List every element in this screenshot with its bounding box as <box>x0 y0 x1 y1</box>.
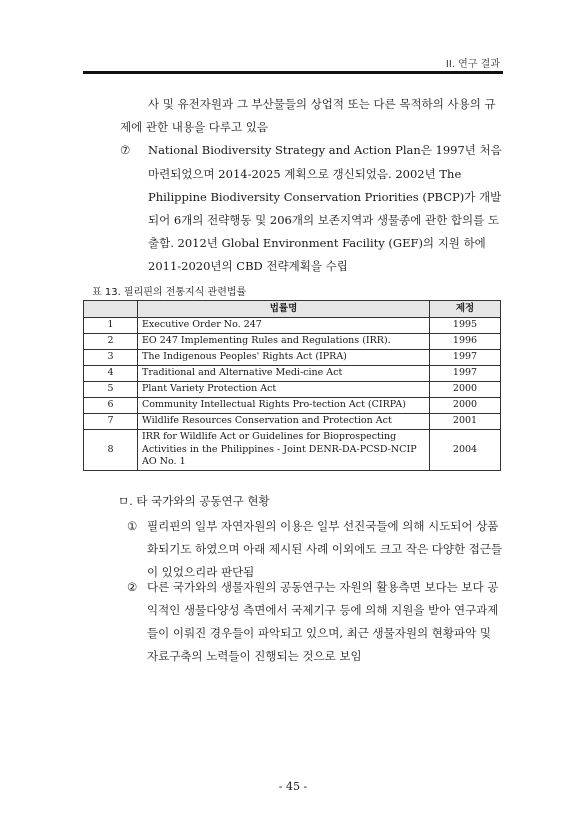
sub-item-1 <box>127 515 505 584</box>
item-7-text: National Biodiversity Strategy and Action Plan은 1997년 처음 마련되었으며 2014-2025 계획으로 갱신되었음. 2002년 The Philippine Biodiversity Conservation Priorities (PBCP)가 개발되어 6개의 전략행동 및 206개의 보존지역과 생물종에 관한 합의를 도출함. 2012년 Global Environment Facility (GEF)의 지원 하에 2011-2020년의 CBD 전략계획을 수립 <box>148 143 502 274</box>
row-year: 2001 <box>430 414 501 430</box>
table-row <box>84 430 501 471</box>
row-year: 1997 <box>430 366 501 382</box>
table-row <box>84 382 501 398</box>
row-year: 2000 <box>430 382 501 398</box>
sub-item-2 <box>127 576 505 668</box>
row-law-name: The Indigenous Peoples' Rights Act (IPRA) <box>138 350 430 366</box>
row-law-name: Plant Variety Protection Act <box>138 382 430 398</box>
row-law-name: IRR for Wildlife Act or Guidelines for Bioprospecting Activities in the Philippines - Joint DENR-DA-PCSD-NCIP AO No. 1 <box>138 430 430 471</box>
table-caption: 표 13. 필리핀의 전통지식 관련법률 <box>92 287 247 298</box>
row-law-name: Executive Order No. 247 <box>138 318 430 334</box>
table-row <box>84 398 501 414</box>
row-law-name: Traditional and Alternative Medi-cine Act <box>138 366 430 382</box>
section-header-label: II. 연구 결과 <box>445 59 500 70</box>
row-number: 4 <box>84 366 138 382</box>
sub-item-2-number: ② <box>127 580 138 594</box>
row-year: 2000 <box>430 398 501 414</box>
sub-item-1-text: 필리핀의 일부 자연자원의 이용은 일부 선진국들에 의해 시도되어 상품화되기도 하였으며 아래 제시된 사례 이외에도 크고 작은 다양한 접근들이 있었으리라 판단됨 <box>147 519 503 579</box>
table-row <box>84 350 501 366</box>
header-law-name: 법률명 <box>138 301 430 318</box>
table-row <box>84 366 501 382</box>
continuation-text: 사 및 유전자원과 그 부산물들의 상업적 또는 다른 목적하의 사용의 규제에 관한 내용을 다루고 있음 <box>120 97 496 135</box>
item-7-number: ⑦ <box>120 143 131 158</box>
table-row <box>84 414 501 430</box>
sub-item-2-text: 다른 국가와의 생물자원의 공동연구는 자원의 활용측면 보다는 보다 공익적인 생물다양성 측면에서 국제기구 등에 의해 지원을 받아 연구과제들이 이뤄진 경우들이 파악되고 있으며, 최근 생물자원의 현황파악 및 자료구축의 노력들이 진행되는 것으로 보임 <box>147 580 499 663</box>
row-law-name: Wildlife Resources Conservation and Protection Act <box>138 414 430 430</box>
row-law-name: Community Intellectual Rights Pro-tection Act (CIRPA) <box>138 398 430 414</box>
row-law-name: EO 247 Implementing Rules and Regulations (IRR). <box>138 334 430 350</box>
law-table <box>83 300 501 471</box>
row-number: 6 <box>84 398 138 414</box>
row-number: 8 <box>84 430 138 471</box>
row-number: 5 <box>84 382 138 398</box>
sub-item-1-number: ① <box>127 519 138 533</box>
header-rule <box>83 71 503 74</box>
page-number: - 45 - <box>278 780 308 793</box>
table-row <box>84 334 501 350</box>
section-heading: ㅁ. 타 국가와의 공동연구 현황 <box>118 494 270 508</box>
row-number: 7 <box>84 414 138 430</box>
table-row <box>84 318 501 334</box>
row-year: 2004 <box>430 430 501 471</box>
row-year: 1995 <box>430 318 501 334</box>
row-number: 2 <box>84 334 138 350</box>
row-year: 1997 <box>430 350 501 366</box>
table-header-row <box>84 301 501 318</box>
row-year: 1996 <box>430 334 501 350</box>
item-7-paragraph <box>120 93 505 279</box>
header-number <box>84 301 138 318</box>
row-number: 3 <box>84 350 138 366</box>
header-year: 제정 <box>430 301 501 318</box>
row-number: 1 <box>84 318 138 334</box>
